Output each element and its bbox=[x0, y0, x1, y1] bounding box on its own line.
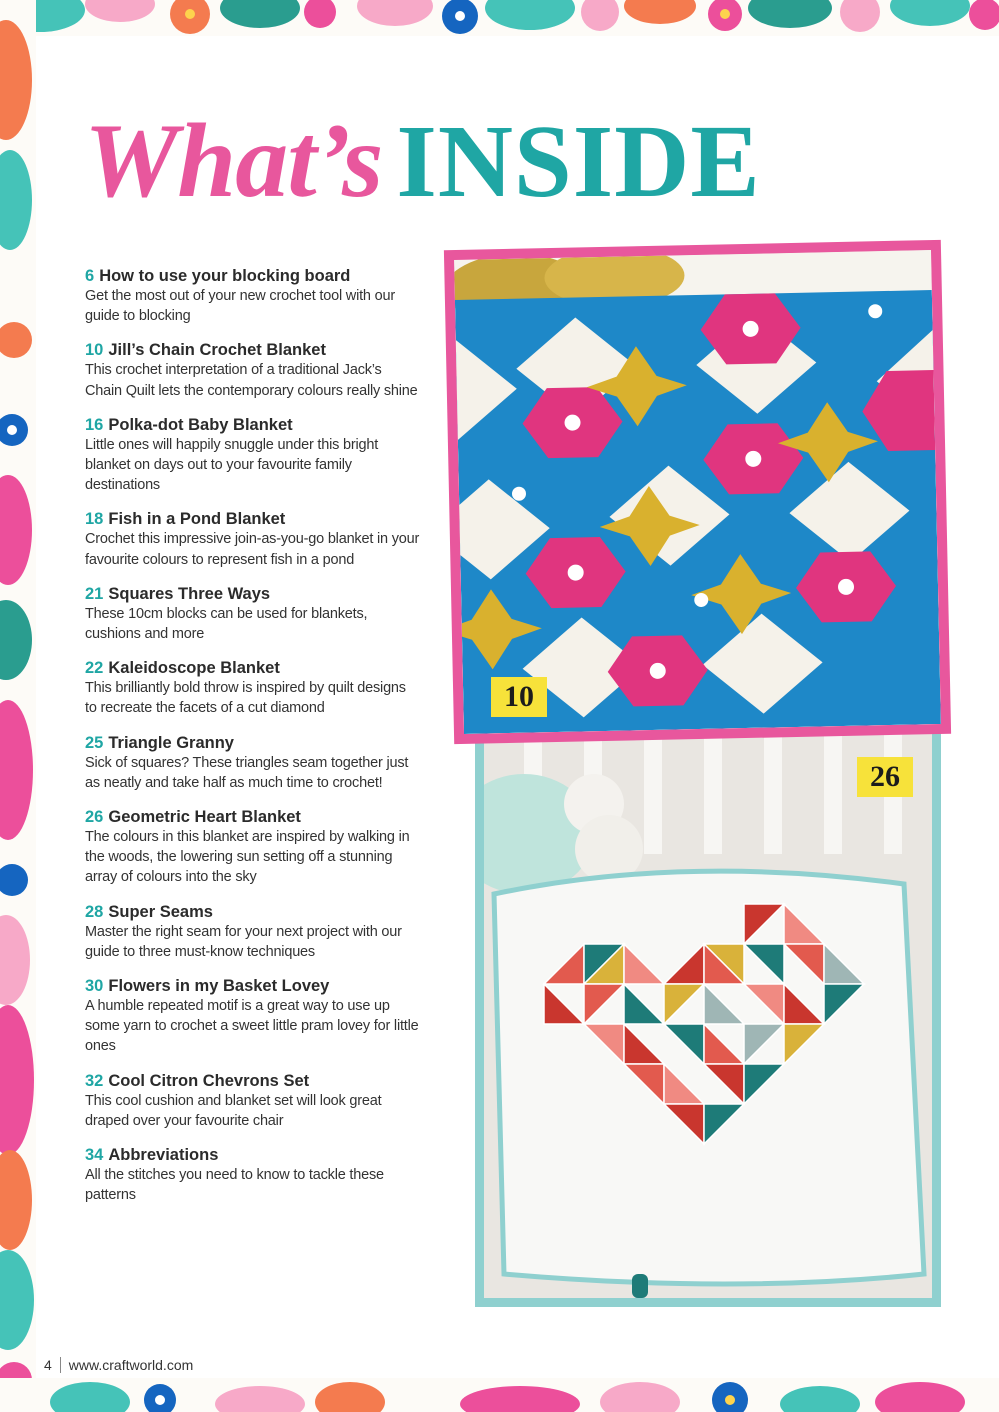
entry-description: Master the right seam for your next project with our guide to three must-know techniques bbox=[85, 923, 402, 960]
entry-description: This brilliantly bold throw is inspired by quilt designs to recreate the facets of a cut diamond bbox=[85, 680, 406, 717]
entry-title: Geometric Heart Blanket bbox=[108, 808, 301, 827]
chain-blanket-image bbox=[454, 250, 941, 734]
contents-entry[interactable] bbox=[85, 584, 420, 644]
entry-description: Crochet this impressive join-as-you-go blanket in your favourite colours to represent fish in a pond bbox=[85, 531, 420, 568]
contents-entry[interactable] bbox=[85, 1145, 420, 1205]
entry-page-number: 18 bbox=[85, 510, 104, 529]
floral-border-top bbox=[0, 0, 999, 36]
entry-page-number: 34 bbox=[85, 1146, 104, 1165]
entry-page-number: 30 bbox=[85, 977, 104, 996]
entry-description: Get the most out of your new crochet tool with our guide to blocking bbox=[85, 288, 395, 325]
entry-description: This crochet interpretation of a traditional Jack’s Chain Quilt lets the contemporary colours really shine bbox=[85, 362, 418, 399]
entry-description: These 10cm blocks can be used for blankets, cushions and more bbox=[85, 605, 368, 643]
entry-description: This cool cushion and blanket set will look great draped over your favourite chair bbox=[85, 1092, 382, 1129]
entry-title: How to use your blocking board bbox=[99, 267, 351, 285]
photo-chain-blanket[interactable] bbox=[444, 240, 951, 744]
floral-pattern-icon bbox=[0, 0, 999, 36]
footer-divider bbox=[60, 1357, 61, 1373]
entry-title: Jill’s Chain Crochet Blanket bbox=[108, 341, 326, 360]
heart-blanket-image bbox=[484, 734, 932, 1298]
contents-entry[interactable] bbox=[85, 415, 420, 496]
floral-border-left bbox=[0, 0, 36, 1412]
floral-border-bottom bbox=[0, 1378, 999, 1412]
entry-title: Triangle Granny bbox=[108, 733, 234, 752]
entry-description: Sick of squares? These triangles seam together just as neatly and take half as much time to crochet! bbox=[85, 754, 409, 791]
entry-title: Flowers in my Basket Lovey bbox=[108, 977, 330, 996]
contents-entry[interactable] bbox=[85, 976, 420, 1057]
entry-title: Kaleidoscope Blanket bbox=[108, 659, 280, 678]
floral-pattern-icon bbox=[0, 1378, 999, 1412]
entry-title: Fish in a Pond Blanket bbox=[108, 510, 286, 529]
heading-inside: INSIDE bbox=[396, 104, 761, 219]
footer-website-link[interactable]: www.craftworld.com bbox=[68, 1357, 194, 1373]
contents-entry[interactable] bbox=[85, 1071, 420, 1131]
entry-page-number: 32 bbox=[85, 1071, 104, 1090]
footer-page-number: 4 bbox=[44, 1357, 52, 1373]
entry-page-number: 26 bbox=[85, 808, 104, 827]
contents-entry[interactable] bbox=[85, 509, 420, 569]
floral-pattern-icon bbox=[0, 0, 36, 1412]
entry-description: Little ones will happily snuggle under this bright blanket on days out to your favourite family destinations bbox=[85, 436, 379, 494]
entry-page-number: 16 bbox=[85, 415, 104, 434]
page-badge-chain-blanket: 10 bbox=[491, 677, 547, 717]
entry-title: Polka-dot Baby Blanket bbox=[108, 415, 293, 434]
entry-page-number: 28 bbox=[85, 902, 104, 921]
photo-heart-blanket[interactable] bbox=[475, 725, 941, 1307]
contents-entry[interactable] bbox=[85, 658, 420, 718]
entry-page-number: 21 bbox=[85, 584, 104, 603]
contents-entry[interactable] bbox=[85, 807, 420, 888]
entry-title: Cool Citron Chevrons Set bbox=[108, 1071, 310, 1090]
entry-page-number: 10 bbox=[85, 341, 104, 360]
page-footer bbox=[44, 1357, 193, 1373]
entry-description: All the stitches you need to know to tackle these patterns bbox=[85, 1167, 384, 1204]
entry-page-number: 25 bbox=[85, 733, 104, 752]
contents-entry[interactable] bbox=[85, 733, 420, 793]
entry-page-number: 22 bbox=[85, 659, 104, 678]
entry-page-number: 6 bbox=[85, 267, 95, 285]
contents-entry[interactable] bbox=[85, 340, 420, 400]
contents-entry[interactable] bbox=[85, 902, 420, 962]
page-badge-heart-blanket: 26 bbox=[857, 757, 913, 797]
heading-whats: What’s bbox=[84, 102, 383, 219]
entry-description: The colours in this blanket are inspired by walking in the woods, the lowering sun setting off a stunning array of colours into the sky bbox=[85, 829, 410, 886]
entry-title: Squares Three Ways bbox=[108, 584, 271, 603]
contents-entry[interactable] bbox=[85, 266, 420, 326]
entry-title: Super Seams bbox=[108, 902, 213, 921]
entry-description: A humble repeated motif is a great way to use up some yarn to crochet a sweet little pram lovey for little ones bbox=[85, 998, 419, 1055]
contents-list bbox=[85, 266, 420, 1219]
entry-title: Abbreviations bbox=[108, 1146, 219, 1165]
page-heading bbox=[84, 102, 761, 219]
